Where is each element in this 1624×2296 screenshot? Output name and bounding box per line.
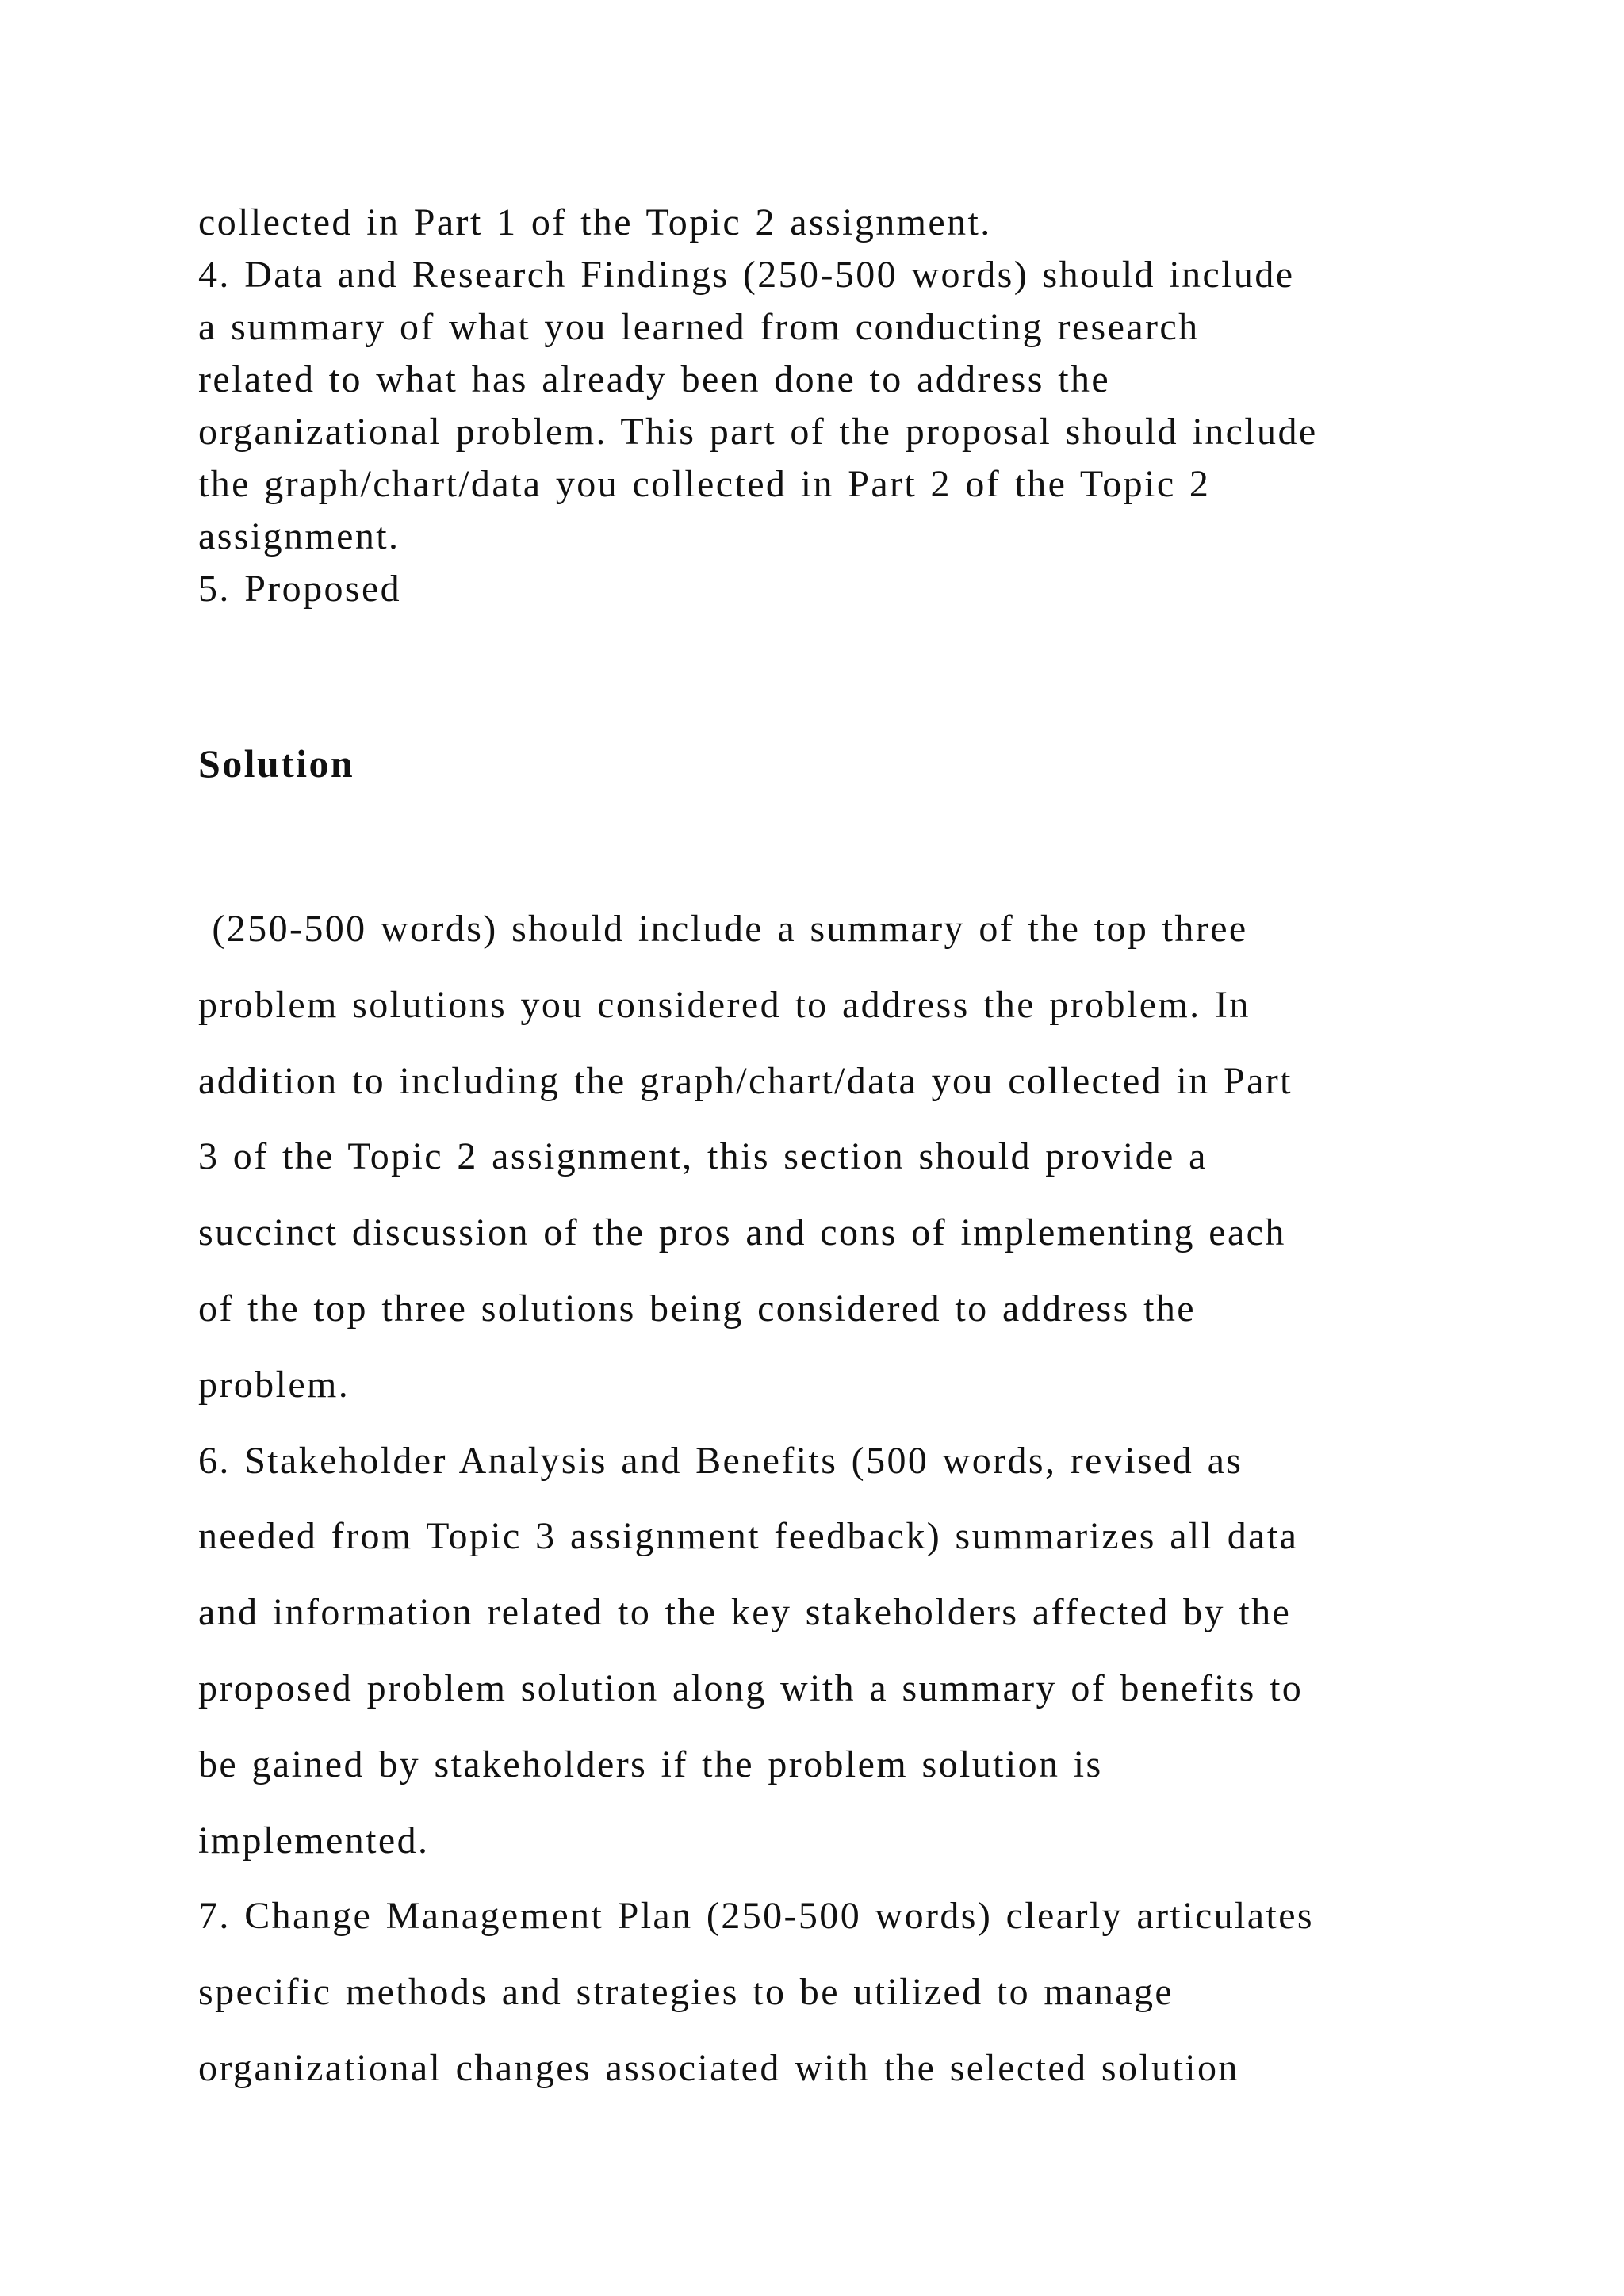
text-line: collected in Part 1 of the Topic 2 assignment. bbox=[198, 201, 992, 243]
text-line: (250-500 words) should include a summary of the top three bbox=[198, 908, 1248, 950]
text-line: problem. bbox=[198, 1363, 350, 1406]
text-line: 7. Change Management Plan (250-500 words) clearly articulates bbox=[198, 1895, 1315, 1938]
text-line: of the top three solutions being considered to address the bbox=[198, 1287, 1196, 1330]
text-line: 3 of the Topic 2 assignment, this section should provide a bbox=[198, 1135, 1208, 1178]
section-heading: Solution bbox=[198, 741, 355, 786]
text-line: related to what has already been done to address the bbox=[198, 358, 1111, 400]
text-line: proposed problem solution along with a summary of benefits to bbox=[198, 1667, 1304, 1709]
text-line: implemented. bbox=[198, 1819, 430, 1862]
text-line: needed from Topic 3 assignment feedback) summarizes all data bbox=[198, 1515, 1299, 1558]
paragraph-block-top bbox=[198, 197, 1483, 615]
text-line: 6. Stakeholder Analysis and Benefits (500 words, revised as bbox=[198, 1439, 1243, 1482]
text-line: 4. Data and Research Findings (250-500 words) should include bbox=[198, 254, 1295, 296]
paragraph-block-bottom bbox=[198, 891, 1483, 2107]
text-line: be gained by stakeholders if the problem solution is bbox=[198, 1743, 1103, 1785]
text-line: and information related to the key stakeholders affected by the bbox=[198, 1591, 1292, 1634]
text-line: 5. Proposed bbox=[198, 568, 402, 610]
text-line: succinct discussion of the pros and cons of implementing each bbox=[198, 1211, 1286, 1254]
text-line: a summary of what you learned from conducting research bbox=[198, 306, 1200, 348]
text-line: organizational changes associated with the selected solution bbox=[198, 2046, 1239, 2089]
text-line: specific methods and strategies to be utilized to manage bbox=[198, 1971, 1174, 2014]
text-line: organizational problem. This part of the proposal should include bbox=[198, 411, 1318, 453]
section-heading-block bbox=[198, 737, 1483, 790]
text-line: assignment. bbox=[198, 515, 400, 557]
text-line: problem solutions you considered to address the problem. In bbox=[198, 983, 1251, 1026]
text-line: the graph/chart/data you collected in Part 2 of the Topic 2 bbox=[198, 463, 1211, 505]
text-line: addition to including the graph/chart/data you collected in Part bbox=[198, 1059, 1293, 1102]
